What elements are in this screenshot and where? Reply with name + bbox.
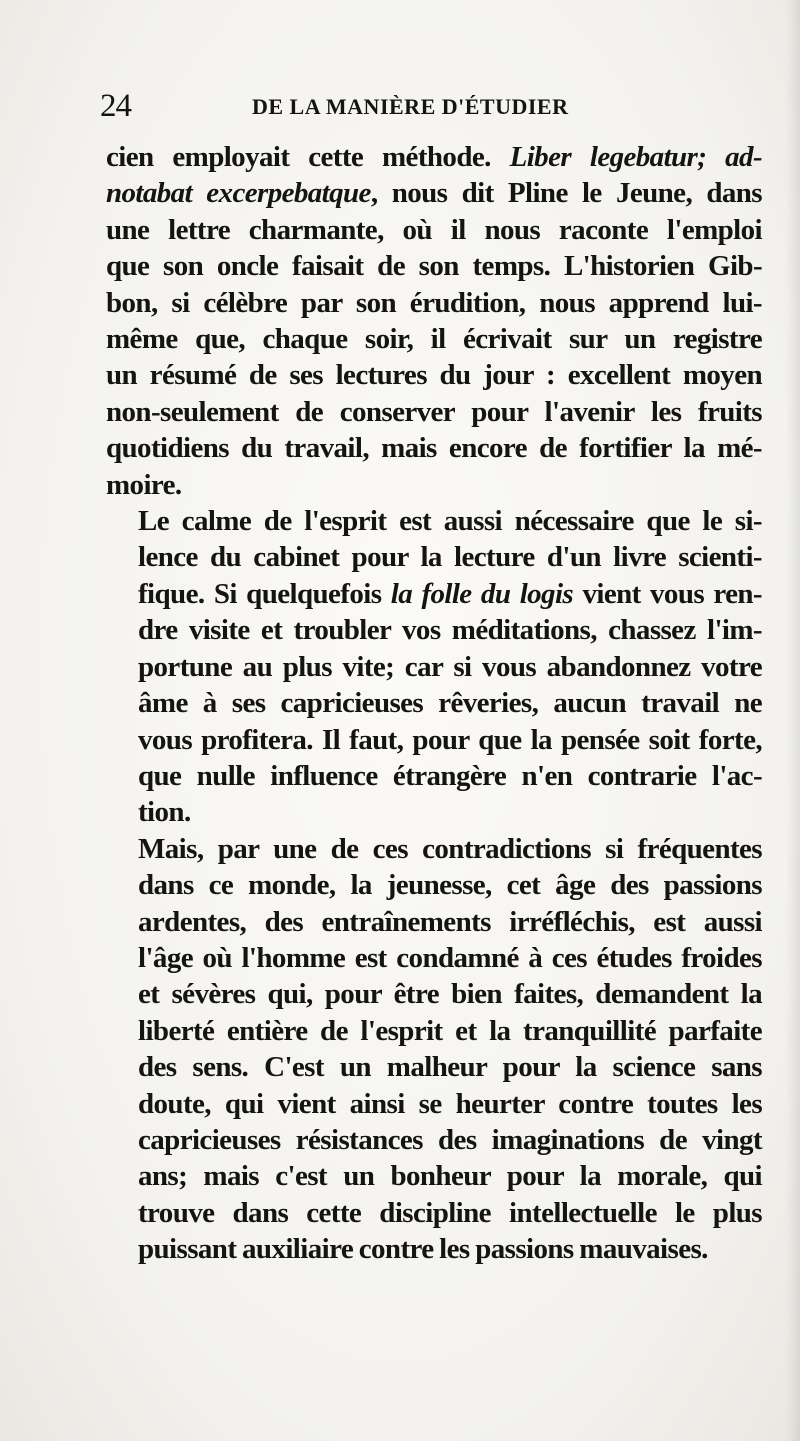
text-segment: Le calme de l'esprit est aussi nécessaire que le si- [138,505,762,538]
text-segment: non-seulement de conserver pour l'avenir les fruits [106,395,762,428]
text-segment: Mais, par une de ces contradictions si fréquentes [138,832,762,865]
text-segment: vous profitera. Il faut, pour que la pensée soit forte, [138,723,762,756]
text-line [106,394,762,430]
text-segment: ans; mais c'est un bonheur pour la morale, qui [138,1160,762,1193]
text-line [106,357,762,393]
text-line [106,867,762,903]
text-segment: dre visite et troubler vos méditations, chassez l'im- [138,614,762,647]
text-segment: âme à ses capricieuses rêveries, aucun travail ne [138,687,762,720]
text-segment: que nulle influence étrangère n'en contrarie l'ac- [138,759,762,792]
text-segment: l'âge où l'homme est condamné à ces études froides [138,941,762,974]
text-segment: ardentes, des entraînements irréfléchis, est aussi [138,905,762,938]
text-segment: dans ce monde, la jeunesse, cet âge des passions [138,869,762,902]
page-header [100,86,760,126]
text-line [106,758,762,794]
text-segment: moire. [106,468,182,501]
text-line [106,976,762,1012]
text-segment: puissant auxiliaire contre les passions mauvaises. [138,1233,708,1266]
text-line [106,940,762,976]
text-line [106,539,762,575]
text-line [106,649,762,685]
text-line [106,175,762,211]
text-segment: que son oncle faisait de son temps. L'historien Gib- [106,250,762,283]
text-line [106,1158,762,1194]
text-line [106,1049,762,1085]
text-line [106,321,762,357]
page-number: 24 [100,88,131,124]
text-line [106,576,762,612]
page-edge-shadow [786,0,800,1441]
text-segment: cien employait cette méthode. [106,141,510,173]
running-head: DE LA MANIÈRE D'ÉTUDIER [252,94,569,119]
text-segment: bon, si célèbre par son érudition, nous apprend lui- [106,286,762,319]
text-line [106,285,762,321]
text-segment: une lettre charmante, où il nous raconte l'emploi [106,213,762,246]
text-line [106,467,762,503]
text-segment: liberté entière de l'esprit et la tranquillité parfaite [138,1014,762,1047]
text-segment: vient vous ren- [573,577,762,610]
text-line [106,904,762,940]
text-line [106,794,762,830]
text-line [106,1122,762,1158]
text-line [106,1086,762,1122]
text-line [106,831,762,867]
paragraph [106,139,762,503]
text-segment: même que, chaque soir, il écrivait sur un registre [106,323,762,356]
body-text [106,139,762,1268]
text-line [106,430,762,466]
text-segment: tion. [138,796,191,829]
text-line [106,722,762,758]
text-line [106,212,762,248]
text-segment: , nous dit Pline le Jeune, dans [370,177,762,210]
paragraph [106,831,762,1268]
text-segment: quotidiens du travail, mais encore de fortifier la mé- [106,432,762,465]
text-segment: des sens. C'est un malheur pour la science sans [138,1051,762,1084]
text-segment: fique. Si quelquefois [138,577,391,610]
text-line [106,1013,762,1049]
text-segment: un résumé de ses lectures du jour : excellent moyen [106,359,762,392]
paragraph [106,503,762,831]
text-segment: portune au plus vite; car si vous abandonnez votre [138,650,762,683]
text-line [106,612,762,648]
italic-text: notabat excerpebatque [106,177,371,210]
text-segment: et sévères qui, pour être bien faites, demandent la [138,978,762,1011]
text-segment: doute, qui vient ainsi se heurter contre toutes les [138,1087,762,1120]
italic-text: la folle du logis [390,577,574,610]
text-line [106,685,762,721]
text-line [106,248,762,284]
text-line [106,139,762,175]
text-segment: capricieuses résistances des imaginations de vingt [138,1123,762,1156]
text-line [106,1195,762,1231]
text-segment: lence du cabinet pour la lecture d'un livre scienti- [138,541,762,574]
text-line [106,1231,762,1267]
italic-text: Liber legebatur; ad- [509,141,762,173]
text-line [106,503,762,539]
text-segment: trouve dans cette discipline intellectuelle le plus [138,1196,762,1229]
